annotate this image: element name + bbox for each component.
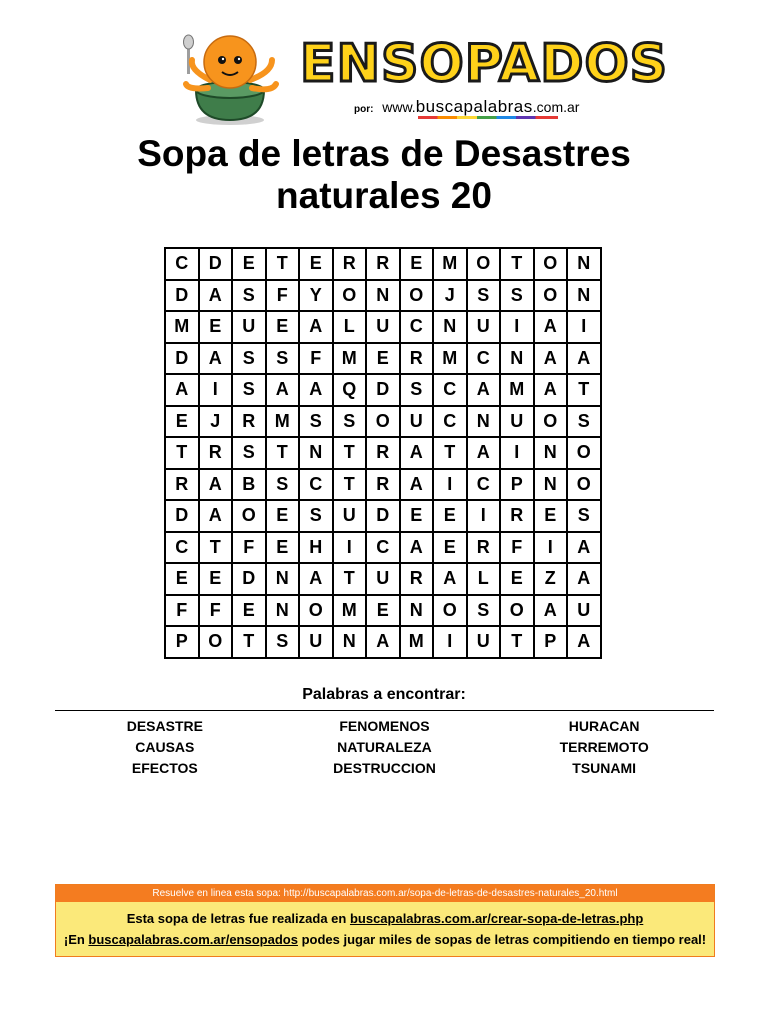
grid-cell: N	[333, 626, 367, 658]
grid-cell: F	[500, 532, 534, 564]
grid-cell: O	[567, 469, 601, 501]
grid-cell: I	[433, 469, 467, 501]
grid-cell: A	[534, 595, 568, 627]
word-search-grid	[164, 247, 602, 659]
grid-cell: R	[366, 248, 400, 280]
grid-cell: E	[299, 248, 333, 280]
grid-cell: R	[232, 406, 266, 438]
grid-cell: E	[199, 563, 233, 595]
grid-cell: T	[165, 437, 199, 469]
grid-cell: E	[366, 595, 400, 627]
grid-cell: Q	[333, 374, 367, 406]
grid-cell: A	[366, 626, 400, 658]
grid-cell: A	[467, 437, 501, 469]
grid-cell: M	[433, 248, 467, 280]
grid-cell: A	[299, 563, 333, 595]
grid-cell: E	[266, 532, 300, 564]
footer-line-2: ¡En buscapalabras.com.ar/ensopados podes jugar miles de sopas de letras compitiendo en tiempo real!	[63, 932, 707, 947]
grid-cell: R	[400, 343, 434, 375]
grid-cell: E	[199, 311, 233, 343]
grid-cell: R	[467, 532, 501, 564]
grid-cell: S	[232, 280, 266, 312]
grid-cell: A	[534, 343, 568, 375]
title-line-2: naturales 20	[276, 175, 492, 216]
grid-cell: A	[567, 563, 601, 595]
grid-cell: M	[266, 406, 300, 438]
grid-row	[165, 469, 601, 501]
grid-cell: J	[433, 280, 467, 312]
grid-cell: S	[232, 374, 266, 406]
grid-cell: S	[232, 343, 266, 375]
header	[0, 0, 768, 130]
grid-cell: D	[366, 500, 400, 532]
grid-cell: C	[366, 532, 400, 564]
grid-cell: E	[366, 343, 400, 375]
grid-cell: T	[266, 437, 300, 469]
grid-cell: A	[400, 437, 434, 469]
grid-cell: S	[400, 374, 434, 406]
grid-cell: D	[165, 500, 199, 532]
grid-row	[165, 248, 601, 280]
grid-cell: E	[232, 248, 266, 280]
grid-cell: J	[199, 406, 233, 438]
grid-cell: B	[232, 469, 266, 501]
grid-cell: U	[567, 595, 601, 627]
grid-cell: F	[232, 532, 266, 564]
grid-cell: S	[266, 469, 300, 501]
grid-cell: F	[165, 595, 199, 627]
grid-cell: A	[567, 343, 601, 375]
grid-cell: O	[366, 406, 400, 438]
word-item: EFECTOS	[131, 760, 198, 776]
grid-cell: I	[199, 374, 233, 406]
grid-cell: U	[500, 406, 534, 438]
grid-cell: E	[400, 500, 434, 532]
grid-cell: R	[366, 469, 400, 501]
grid-cell: H	[299, 532, 333, 564]
grid-cell: F	[266, 280, 300, 312]
grid-cell: C	[433, 406, 467, 438]
grid-cell: A	[567, 626, 601, 658]
grid-cell: S	[567, 406, 601, 438]
grid-cell: S	[500, 280, 534, 312]
grid-cell: A	[199, 343, 233, 375]
rainbow-underline	[418, 116, 558, 119]
create-link[interactable]: buscapalabras.com.ar/crear-sopa-de-letras.php	[349, 911, 644, 926]
grid-cell: P	[500, 469, 534, 501]
grid-cell: T	[333, 563, 367, 595]
grid-cell: S	[567, 500, 601, 532]
grid-cell: O	[534, 406, 568, 438]
word-item: TSUNAMI	[572, 760, 637, 776]
grid-cell: E	[266, 500, 300, 532]
grid-cell: A	[467, 374, 501, 406]
footer-box	[55, 884, 715, 957]
grid-cell: U	[333, 500, 367, 532]
grid-cell: E	[433, 500, 467, 532]
grid-row	[165, 532, 601, 564]
grid-cell: F	[199, 595, 233, 627]
grid-cell: T	[500, 248, 534, 280]
divider	[55, 710, 714, 711]
grid-cell: O	[500, 595, 534, 627]
grid-cell: N	[467, 406, 501, 438]
grid-cell: A	[534, 311, 568, 343]
grid-cell: P	[534, 626, 568, 658]
grid-row	[165, 563, 601, 595]
grid-row	[165, 406, 601, 438]
grid-cell: Y	[299, 280, 333, 312]
grid-cell: N	[266, 563, 300, 595]
grid-cell: S	[467, 595, 501, 627]
grid-cell: M	[333, 595, 367, 627]
grid-cell: R	[165, 469, 199, 501]
ensopados-logo: ENSOPADOS	[300, 34, 669, 94]
grid-cell: D	[199, 248, 233, 280]
grid-row	[165, 374, 601, 406]
grid-cell: O	[467, 248, 501, 280]
grid-cell: O	[400, 280, 434, 312]
grid-cell: P	[165, 626, 199, 658]
grid-cell: A	[199, 500, 233, 532]
grid-cell: C	[299, 469, 333, 501]
grid-cell: O	[199, 626, 233, 658]
word-item: DESTRUCCION	[333, 760, 436, 776]
grid-cell: S	[467, 280, 501, 312]
grid-cell: T	[567, 374, 601, 406]
grid-cell: T	[333, 437, 367, 469]
footer-line-1: Esta sopa de letras fue realizada en buscapalabras.com.ar/crear-sopa-de-letras.php	[126, 911, 644, 926]
grid-cell: E	[433, 532, 467, 564]
grid-cell: U	[467, 311, 501, 343]
word-item: DESASTRE	[126, 718, 203, 734]
grid-cell: Z	[534, 563, 568, 595]
grid-cell: N	[534, 437, 568, 469]
grid-cell: O	[534, 280, 568, 312]
site-byline	[354, 97, 579, 117]
grid-cell: L	[333, 311, 367, 343]
grid-cell: A	[400, 532, 434, 564]
grid-cell: S	[333, 406, 367, 438]
grid-cell: I	[433, 626, 467, 658]
grid-cell: C	[400, 311, 434, 343]
grid-cell: N	[433, 311, 467, 343]
grid-cell: C	[165, 248, 199, 280]
grid-cell: U	[467, 626, 501, 658]
grid-cell: E	[165, 563, 199, 595]
grid-cell: T	[199, 532, 233, 564]
grid-cell: E	[500, 563, 534, 595]
grid-cell: T	[266, 248, 300, 280]
grid-cell: U	[366, 563, 400, 595]
grid-cell: E	[266, 311, 300, 343]
grid-cell: M	[433, 343, 467, 375]
grid-cell: E	[232, 595, 266, 627]
grid-cell: R	[333, 248, 367, 280]
grid-cell: O	[232, 500, 266, 532]
grid-cell: M	[400, 626, 434, 658]
grid-cell: N	[500, 343, 534, 375]
grid-cell: M	[333, 343, 367, 375]
grid-cell: C	[467, 343, 501, 375]
grid-cell: A	[567, 532, 601, 564]
grid-row	[165, 280, 601, 312]
grid-cell: N	[299, 437, 333, 469]
grid-cell: T	[232, 626, 266, 658]
grid-cell: S	[299, 500, 333, 532]
grid-cell: I	[500, 311, 534, 343]
grid-cell: E	[165, 406, 199, 438]
grid-cell: I	[467, 500, 501, 532]
grid-row	[165, 626, 601, 658]
word-item: FENOMENOS	[339, 718, 430, 734]
grid-cell: O	[567, 437, 601, 469]
grid-cell: D	[165, 343, 199, 375]
grid-cell: A	[400, 469, 434, 501]
grid-row	[165, 500, 601, 532]
grid-cell: A	[433, 563, 467, 595]
grid-cell: A	[299, 374, 333, 406]
grid-cell: N	[366, 280, 400, 312]
grid-cell: A	[199, 469, 233, 501]
grid-cell: U	[400, 406, 434, 438]
grid-cell: O	[433, 595, 467, 627]
grid-cell: C	[165, 532, 199, 564]
grid-cell: S	[266, 626, 300, 658]
grid-cell: M	[165, 311, 199, 343]
grid-cell: A	[165, 374, 199, 406]
grid-cell: S	[232, 437, 266, 469]
grid-cell: I	[333, 532, 367, 564]
grid-cell: R	[366, 437, 400, 469]
grid-cell: S	[266, 343, 300, 375]
grid-cell: I	[534, 532, 568, 564]
octopus-mascot-icon	[180, 30, 280, 125]
grid-row	[165, 343, 601, 375]
grid-cell: R	[400, 563, 434, 595]
ensopados-link[interactable]: buscapalabras.com.ar/ensopados	[88, 932, 298, 947]
site-url[interactable]: www.buscapalabras.com.ar	[382, 97, 580, 116]
grid-cell: I	[500, 437, 534, 469]
grid-cell: C	[433, 374, 467, 406]
grid-cell: R	[199, 437, 233, 469]
grid-cell: I	[567, 311, 601, 343]
word-list	[55, 716, 714, 779]
grid-row	[165, 595, 601, 627]
grid-cell: C	[467, 469, 501, 501]
grid-cell: A	[299, 311, 333, 343]
grid-cell: T	[433, 437, 467, 469]
grid-cell: R	[500, 500, 534, 532]
word-item: TERREMOTO	[559, 739, 649, 755]
word-item: NATURALEZA	[337, 739, 432, 755]
grid-cell: D	[366, 374, 400, 406]
grid-cell: E	[534, 500, 568, 532]
word-item: CAUSAS	[135, 739, 195, 755]
grid-cell: A	[266, 374, 300, 406]
grid-cell: O	[534, 248, 568, 280]
by-label: por:	[354, 104, 374, 115]
grid-cell: N	[567, 280, 601, 312]
grid-cell: T	[500, 626, 534, 658]
grid-cell: E	[400, 248, 434, 280]
grid-cell: M	[500, 374, 534, 406]
grid-cell: U	[299, 626, 333, 658]
grid-cell: N	[567, 248, 601, 280]
footer-body	[56, 902, 714, 956]
grid-cell: O	[333, 280, 367, 312]
find-words-title: Palabras a encontrar:	[302, 686, 466, 703]
grid-cell: N	[266, 595, 300, 627]
grid-cell: S	[299, 406, 333, 438]
grid-cell: T	[333, 469, 367, 501]
title-line-1: Sopa de letras de Desastres	[137, 133, 631, 174]
grid-cell: O	[299, 595, 333, 627]
grid-cell: N	[534, 469, 568, 501]
word-item: HURACAN	[568, 718, 640, 734]
grid-row	[165, 311, 601, 343]
grid-cell: N	[400, 595, 434, 627]
grid-cell: D	[165, 280, 199, 312]
grid-cell: A	[534, 374, 568, 406]
grid-cell: A	[199, 280, 233, 312]
grid-cell: U	[232, 311, 266, 343]
page-title	[0, 133, 768, 217]
grid-cell: F	[299, 343, 333, 375]
grid-row	[165, 437, 601, 469]
grid-cell: U	[366, 311, 400, 343]
grid-cell: L	[467, 563, 501, 595]
grid-cell: D	[232, 563, 266, 595]
footer-solve-online[interactable]: Resuelve en linea esta sopa: http://buscapalabras.com.ar/sopa-de-letras-de-desastres-naturales_20.html	[56, 885, 714, 902]
